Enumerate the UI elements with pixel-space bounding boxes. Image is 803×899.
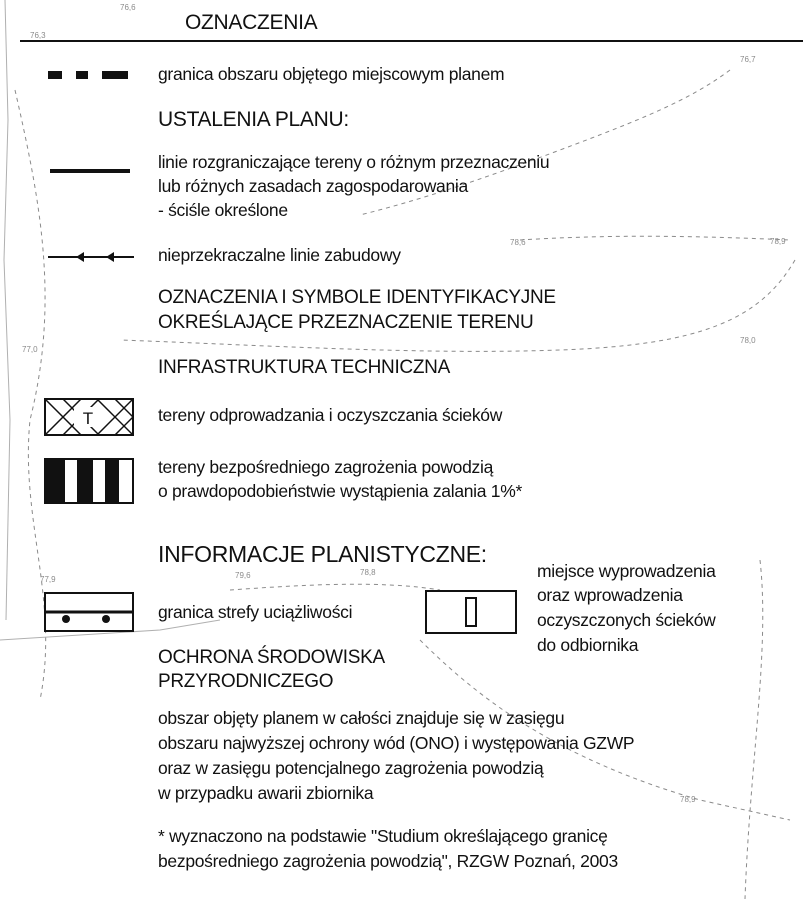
nuisance-zone-symbol xyxy=(44,592,134,632)
discharge-point-label-2: oraz wprowadzenia xyxy=(537,585,683,605)
planning-info-heading: INFORMACJE PLANISTYCZNE: xyxy=(158,541,487,567)
flood-risk-symbol xyxy=(44,458,134,504)
map-contour-line xyxy=(230,584,440,590)
discharge-point-label-1: miejsce wyprowadzenia xyxy=(537,561,716,581)
demarcation-lines-label-2: lub różnych zasadach zagospodarowania xyxy=(158,176,468,196)
plan-boundary-symbol xyxy=(46,68,132,82)
map-contour-line xyxy=(520,236,790,240)
map-edge-line xyxy=(4,0,10,620)
demarcation-lines-label-1: linie rozgraniczające tereny o różnym przeznaczeniu xyxy=(158,152,550,172)
flood-risk-label-1: tereny bezpośredniego zagrożenia powodzią xyxy=(158,457,494,477)
discharge-point-symbol xyxy=(425,590,517,634)
map-contour-line xyxy=(420,640,790,820)
elevation-label: 78,8 xyxy=(360,568,376,577)
nuisance-zone-label: granica strefy uciążliwości xyxy=(158,602,353,622)
footnote-line-2: bezpośredniego zagrożenia powodzią", RZGW Poznań, 2003 xyxy=(158,851,618,871)
elevation-label: 78,9 xyxy=(770,237,786,246)
elevation-label: 78,0 xyxy=(740,336,756,345)
elevation-label: 78,9 xyxy=(680,795,696,804)
sewage-symbol-letter: T xyxy=(82,409,94,428)
sewage-area-symbol xyxy=(44,398,134,436)
elevation-label: 77,9 xyxy=(40,575,56,584)
symbols-heading-line-1: OZNACZENIA I SYMBOLE IDENTYFIKACYJNE xyxy=(158,287,556,308)
elevation-label: 79,6 xyxy=(235,571,251,580)
legend-title: OZNACZENIA xyxy=(185,11,318,34)
map-contour-line xyxy=(15,90,46,700)
elevation-label: 78,6 xyxy=(510,238,526,247)
building-line-symbol xyxy=(48,249,134,265)
elevation-label: 77,0 xyxy=(22,345,38,354)
elevation-label: 76,6 xyxy=(120,3,136,12)
demarcation-lines-label-3: - ściśle określone xyxy=(158,200,288,220)
building-lines-label: nieprzekraczalne linie zabudowy xyxy=(158,245,401,265)
elevation-label: 76,7 xyxy=(740,55,756,64)
symbols-heading-line-2: OKREŚLAJĄCE PRZEZNACZENIE TERENU xyxy=(158,312,534,333)
map-contour-line xyxy=(745,560,763,899)
infrastructure-heading: INFRASTRUKTURA TECHNICZNA xyxy=(158,357,450,378)
nature-protection-heading-1: OCHRONA ŚRODOWISKA xyxy=(158,647,385,668)
discharge-point-label-3: oczyszczonych ścieków xyxy=(537,610,716,630)
nature-protection-heading-2: PRZYRODNICZEGO xyxy=(158,671,334,692)
protection-note-line-3: oraz w zasięgu potencjalnego zagrożenia powodzią xyxy=(158,758,544,778)
protection-note-line-4: w przypadku awarii zbiornika xyxy=(158,783,374,803)
protection-note-line-1: obszar objęty planem w całości znajduje się w zasięgu xyxy=(158,708,565,728)
flood-risk-label-2: o prawdopodobieństwie wystąpienia zalania 1%* xyxy=(158,481,522,501)
plan-provisions-heading: USTALENIA PLANU: xyxy=(158,108,349,131)
sewage-areas-label: tereny odprowadzania i oczyszczania ścieków xyxy=(158,405,503,425)
title-underline xyxy=(20,40,803,42)
demarcation-line-symbol xyxy=(50,166,130,176)
protection-note-line-2: obszaru najwyższej ochrony wód (ONO) i występowania GZWP xyxy=(158,733,635,753)
plan-boundary-label: granica obszaru objętego miejscowym planem xyxy=(158,64,505,84)
footnote-line-1: * wyznaczono na podstawie "Studium określającego granicę xyxy=(158,826,608,846)
discharge-point-label-4: do odbiornika xyxy=(537,635,639,655)
elevation-label: 76,3 xyxy=(30,31,46,40)
